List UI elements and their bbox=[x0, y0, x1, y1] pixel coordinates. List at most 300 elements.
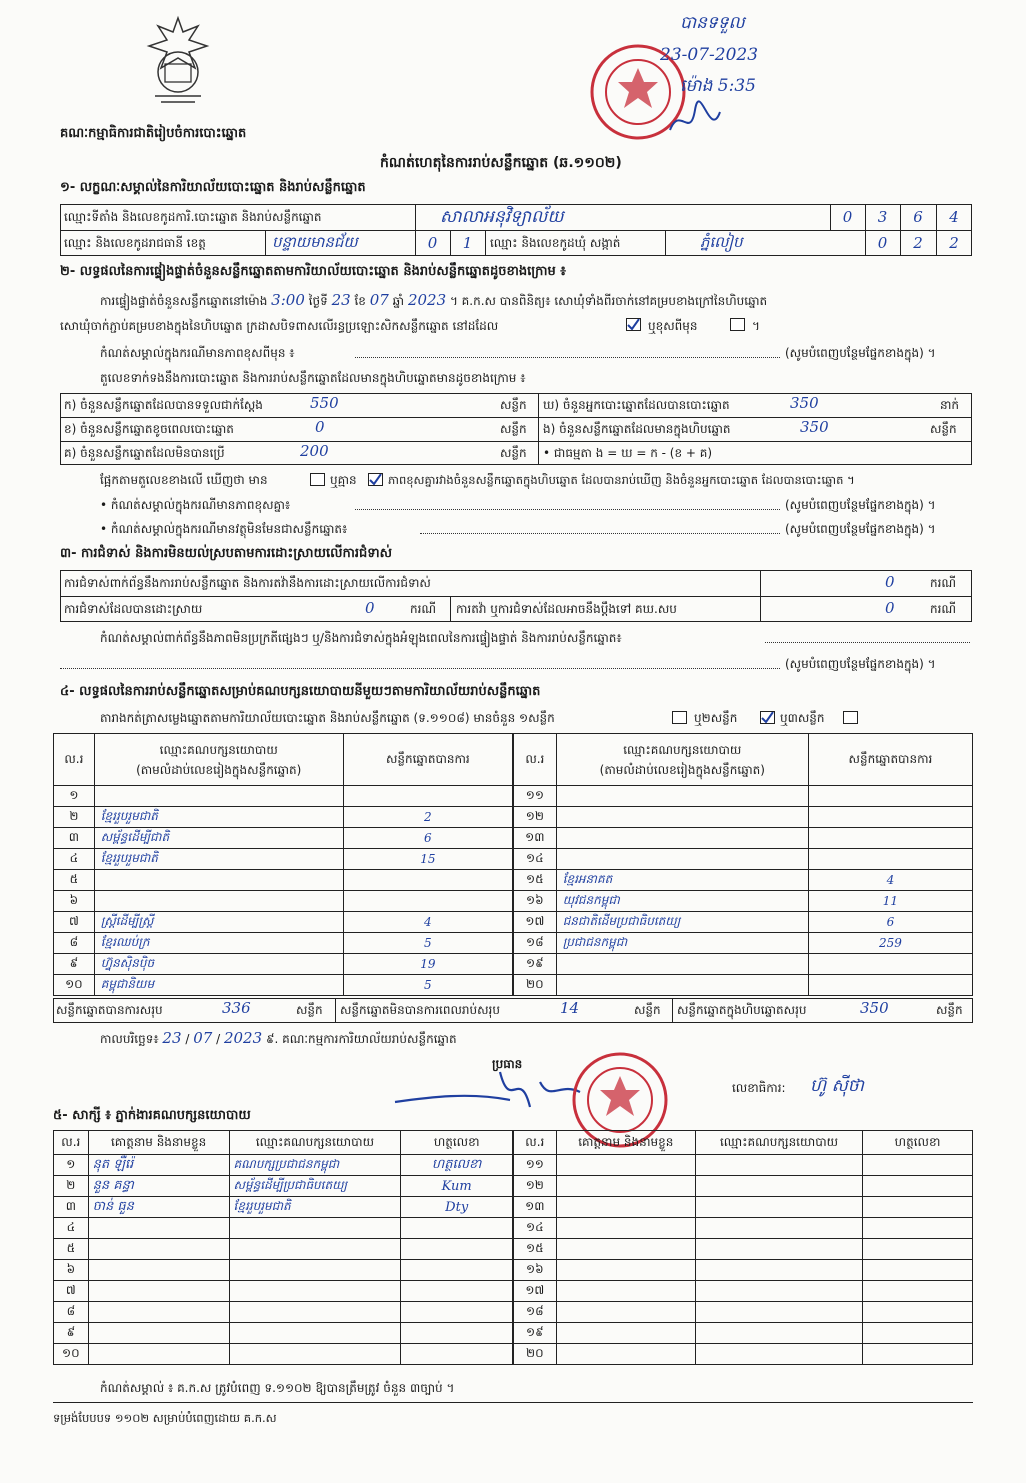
row-e-unit: សន្លឹក bbox=[930, 422, 957, 436]
section4-heading: ៤- លទ្ធផលនៃការរាប់សន្លឹកឆ្នោតសម្រាប់គណបក្សនយោបាយនីមួយៗតាមការិយាល័យរាប់សន្លឹកឆ្នោត bbox=[60, 684, 541, 699]
province-name: បន្ទាយមានជ័យ bbox=[272, 233, 358, 251]
witness-row bbox=[514, 1197, 973, 1218]
witness-name bbox=[88, 1302, 229, 1323]
witness-header-sign: ហត្ថលេខា bbox=[401, 1131, 513, 1155]
different-label: ឬខុសពីមុន bbox=[648, 319, 698, 333]
results-header-party-sub: (តាមលំដាប់លេខរៀងក្នុងសន្លឹកឆ្នោត) bbox=[136, 762, 302, 777]
objection-unit: ករណី bbox=[930, 576, 957, 590]
diff-note-label: កំណត់សម្គាល់ក្នុងករណីមានភាពខុសពីមុន ៖ bbox=[100, 346, 295, 360]
results-header-votes-r: សន្លឹកឆ្នោតបានការ bbox=[808, 734, 972, 786]
witness-party bbox=[229, 1218, 401, 1239]
section1-heading: ១- លក្ខណៈសម្គាល់នៃការិយាល័យបោះឆ្នោត និងរាប់សន្លឹកឆ្នោត bbox=[60, 180, 366, 195]
date-year: 2023 bbox=[223, 1029, 263, 1047]
row-c-label: គ) ចំនួនសន្លឹកឆ្នោតដែលមិនបានប្រើ bbox=[64, 446, 225, 460]
province-code-1: 0 bbox=[427, 234, 438, 252]
section2-heading: ២- លទ្ធផលនៃការផ្ទៀងផ្ទាត់ចំនួនសន្លឹកឆ្នោតតាមការិយាល័យបោះឆ្នោត និងរាប់សន្លឹកឆ្នោតដូចខាងក្រោម ៖ bbox=[60, 264, 566, 279]
result-party: ខ្មែររួបរួមជាតិ bbox=[94, 849, 343, 870]
row-b-unit: សន្លឹក bbox=[500, 422, 527, 436]
result-row bbox=[54, 849, 513, 870]
witness-row bbox=[54, 1260, 513, 1281]
commune-code-3: 2 bbox=[949, 234, 959, 252]
result-votes: 11 bbox=[808, 891, 972, 912]
one-sheet-checkbox[interactable] bbox=[672, 711, 687, 724]
witness-row bbox=[54, 1197, 513, 1218]
commune-code-2: 2 bbox=[913, 234, 923, 252]
row-e-value: 350 bbox=[800, 418, 829, 436]
result-row bbox=[54, 912, 513, 933]
witness-no: ១ bbox=[54, 1155, 89, 1176]
witness-signature: Dty bbox=[401, 1197, 513, 1218]
witness-no: ២ bbox=[54, 1176, 89, 1197]
result-no: ២ bbox=[54, 807, 95, 828]
witness-no: ៦ bbox=[54, 1260, 89, 1281]
result-no: ៩ bbox=[54, 954, 95, 975]
result-votes: 19 bbox=[343, 954, 512, 975]
witness-party bbox=[696, 1344, 863, 1365]
total-invalid-label: សន្លឹកឆ្នោតមិនបានការពេលរាប់សរុប bbox=[340, 1003, 500, 1017]
witness-signature bbox=[401, 1239, 513, 1260]
two-sheet-checkbox[interactable] bbox=[760, 711, 775, 724]
results-header-party-text: ឈ្មោះគណបក្សនយោបាយ bbox=[159, 742, 278, 757]
total-box-label: សន្លឹកឆ្នោតក្នុងហិបឆ្នោតសរុប bbox=[677, 1003, 807, 1017]
witness-row bbox=[54, 1323, 513, 1344]
result-no: ១៣ bbox=[514, 828, 557, 849]
result-row bbox=[54, 891, 513, 912]
row-a-value: 550 bbox=[310, 394, 339, 412]
results-header-party bbox=[94, 734, 343, 786]
resolved-value: 0 bbox=[365, 599, 375, 617]
witness-party bbox=[229, 1344, 401, 1365]
footnote: កំណត់សម្គាល់ ៖ គ.ក.ស ត្រូវបំពេញ ទ.១១០២ ឱ្យបានត្រឹមត្រូវ ចំនួន ៣ច្បាប់ ។ bbox=[100, 1381, 455, 1395]
results-header-party-text-r: ឈ្មោះគណបក្សនយោបាយ bbox=[623, 742, 742, 757]
witness-party bbox=[696, 1323, 863, 1344]
witness-no: ១៦ bbox=[514, 1260, 557, 1281]
witness-no: ២០ bbox=[514, 1344, 557, 1365]
tally-intro-a: តារាងកត់ត្រាសម្លេងឆ្នោតតាមការិយាល័យបោះឆ្នោត និងរាប់សន្លឹកឆ្នោត (ទ.១១០៨) មានចំនួន ១សន្លឹក bbox=[100, 711, 555, 725]
different-checkbox[interactable] bbox=[730, 318, 745, 331]
commune-label: ឈ្មោះ និងលេខកូដឃុំ សង្កាត់ bbox=[490, 236, 621, 250]
result-row bbox=[514, 828, 973, 849]
date-line: កាលបរិច្ឆេទ៖ 23 / 07 / 2023 ៩. គណៈកម្មការការិយាល័យរាប់សន្លឹកឆ្នោត bbox=[100, 1029, 457, 1047]
total-valid-unit: សន្លឹក bbox=[296, 1003, 323, 1017]
compare-text-b: ឬគ្មាន bbox=[330, 473, 357, 487]
row-c-value: 200 bbox=[300, 442, 329, 460]
total-box: 350 bbox=[860, 999, 889, 1017]
verify-end: ។ bbox=[752, 319, 760, 333]
witness-table-right bbox=[513, 1130, 973, 1365]
result-party bbox=[556, 954, 808, 975]
result-no: ១៥ bbox=[514, 870, 557, 891]
nec-logo bbox=[143, 12, 213, 112]
witness-signature bbox=[863, 1176, 973, 1197]
result-votes: 259 bbox=[808, 933, 972, 954]
verify-line-2 bbox=[60, 318, 498, 334]
witness-signature bbox=[863, 1197, 973, 1218]
result-no: ១៩ bbox=[514, 954, 557, 975]
irregularity-dots-1 bbox=[765, 642, 970, 643]
witness-signature bbox=[401, 1281, 513, 1302]
fill-note-2: (សូមបំពេញបន្ថែមផ្នែកខាងក្នុង) ។ bbox=[785, 498, 936, 512]
date-after: ៩. គណៈកម្មការការិយាល័យរាប់សន្លឹកឆ្នោត bbox=[265, 1032, 457, 1046]
witness-no: ១៥ bbox=[514, 1239, 557, 1260]
result-row bbox=[514, 807, 973, 828]
totals-row bbox=[53, 998, 973, 1023]
school-name: សាលាអនុវិទ្យាល័យ bbox=[440, 207, 564, 227]
verify-text-f: សោឃុំចាក់ភ្ជាប់គម្របខាងក្នុងនៃហិបឆ្នោត ក្រដាសបិទពាសលើរន្ធប្រឡោះសិកសន្លឹកឆ្នោត នៅដដែល bbox=[60, 319, 499, 333]
row-d-unit: នាក់ bbox=[940, 398, 960, 412]
resolved-label: ការជំទាស់ដែលបានដោះស្រាយ bbox=[64, 602, 203, 616]
form-note: ទម្រង់បែបបទ ១១០២ សម្រាប់បំពេញដោយ គ.ក.ស bbox=[53, 1411, 277, 1425]
witness-party bbox=[696, 1260, 863, 1281]
result-party bbox=[556, 828, 808, 849]
results-table-right bbox=[513, 733, 973, 996]
result-party bbox=[556, 975, 808, 996]
tally-intro-b: ឬ២សន្លឹក bbox=[694, 711, 738, 725]
no-diff-checkbox[interactable] bbox=[368, 473, 383, 486]
result-no: ២០ bbox=[514, 975, 557, 996]
objection-label: ការជំទាស់ពាក់ព័ន្ធនឹងការរាប់សន្លឹកឆ្នោត និងការតវ៉ានឹងការដោះស្រាយលើការជំទាស់ bbox=[64, 576, 431, 590]
witness-row bbox=[54, 1176, 513, 1197]
chair-signature bbox=[390, 1062, 590, 1126]
diff-note-dots bbox=[355, 357, 780, 358]
witness-signature: ហត្ថលេខា bbox=[401, 1155, 513, 1176]
witness-row bbox=[54, 1218, 513, 1239]
result-party: ខ្មែររួបរួមជាតិ bbox=[94, 807, 343, 828]
row-b-value: 0 bbox=[315, 418, 325, 436]
witness-row bbox=[514, 1302, 973, 1323]
witness-name bbox=[556, 1197, 695, 1218]
witness-no: ៥ bbox=[54, 1239, 89, 1260]
witness-no: ១៨ bbox=[514, 1302, 557, 1323]
row-b-label: ខ) ចំនួនសន្លឹកឆ្នោតខូចពេលបោះឆ្នោត bbox=[64, 422, 234, 436]
result-no: ៣ bbox=[54, 828, 95, 849]
witness-signature bbox=[863, 1302, 973, 1323]
witness-name bbox=[556, 1281, 695, 1302]
witness-row bbox=[54, 1155, 513, 1176]
result-votes bbox=[808, 954, 972, 975]
result-votes bbox=[343, 870, 512, 891]
result-no: ៧ bbox=[54, 912, 95, 933]
witness-row bbox=[514, 1323, 973, 1344]
result-votes bbox=[808, 786, 972, 807]
witness-party bbox=[696, 1155, 863, 1176]
witness-row bbox=[514, 1260, 973, 1281]
formula: • ជាធម្មតា ង = ឃ = ក - (ខ + គ) bbox=[543, 446, 713, 460]
witness-name bbox=[556, 1323, 695, 1344]
results-header-no: ល.រ bbox=[54, 734, 95, 786]
verify-month: 07 bbox=[369, 291, 389, 309]
result-row bbox=[514, 954, 973, 975]
result-no: ១៧ bbox=[514, 912, 557, 933]
results-header-party-r bbox=[556, 734, 808, 786]
result-votes: 4 bbox=[808, 870, 972, 891]
row-e-label: ង) ចំនួនសន្លឹកឆ្នោតដែលមានក្នុងហិបឆ្នោត bbox=[543, 422, 731, 436]
appeal-label: ការតវ៉ា ឬការជំទាស់ដែលអាចនឹងប្តឹងទៅ គឃ.សប bbox=[456, 602, 677, 616]
irregularity-note: កំណត់សម្គាល់ពាក់ព័ន្ធនឹងភាពមិនប្រក្រតីផ្សេងៗ ឬ/និងការជំទាស់ក្នុងអំឡុងពេលនៃការផ្ទៀងផ្ទាត់ និងការរាប់សន្លឹកឆ្នោត៖ bbox=[100, 631, 622, 645]
results-table-left bbox=[53, 733, 513, 996]
has-diff-checkbox[interactable] bbox=[310, 473, 325, 486]
witness-party bbox=[696, 1239, 863, 1260]
witness-row bbox=[54, 1281, 513, 1302]
witness-signature bbox=[401, 1260, 513, 1281]
witness-signature bbox=[401, 1344, 513, 1365]
result-row bbox=[54, 933, 513, 954]
witness-no: ១៤ bbox=[514, 1218, 557, 1239]
result-votes: 4 bbox=[343, 912, 512, 933]
witness-signature bbox=[863, 1344, 973, 1365]
result-no: ១៦ bbox=[514, 891, 557, 912]
verify-text-e: ។ គ.ក.ស បានពិនិត្យ៖ សោឃុំទាំងពីរចាក់នៅគម្របខាងក្រៅនៃហិបឆ្នោត bbox=[449, 294, 768, 308]
witness-name: នុត ឡឺរ៉េ bbox=[88, 1155, 229, 1176]
result-party: ប្រជាជនកម្ពុជា bbox=[556, 933, 808, 954]
school-code-4: 4 bbox=[949, 208, 959, 226]
witness-no: ៨ bbox=[54, 1302, 89, 1323]
three-sheet-checkbox[interactable] bbox=[843, 711, 858, 724]
witness-name bbox=[88, 1323, 229, 1344]
witness-row bbox=[514, 1155, 973, 1176]
verify-text-d: ឆ្នាំ bbox=[392, 294, 405, 308]
verify-time: 3:00 bbox=[271, 291, 305, 309]
witness-name: នួន គន្ធា bbox=[88, 1176, 229, 1197]
row-d-value: 350 bbox=[790, 394, 819, 412]
result-votes bbox=[343, 891, 512, 912]
total-box-unit: សន្លឹក bbox=[936, 1003, 963, 1017]
witness-row bbox=[514, 1176, 973, 1197]
result-party: យុវជនកម្ពុជា bbox=[556, 891, 808, 912]
witness-header-sign-r: ហត្ថលេខា bbox=[863, 1131, 973, 1155]
result-votes bbox=[343, 786, 512, 807]
result-no: ១០ bbox=[54, 975, 95, 996]
witness-header-party: ឈ្មោះគណបក្សនយោបាយ bbox=[229, 1131, 401, 1155]
witness-signature bbox=[863, 1323, 973, 1344]
secretary-label: លេខាធិការ: bbox=[732, 1081, 786, 1095]
witness-name bbox=[556, 1302, 695, 1323]
same-checkbox[interactable] bbox=[626, 318, 641, 331]
witness-party bbox=[229, 1260, 401, 1281]
total-invalid-unit: សន្លឹក bbox=[634, 1003, 661, 1017]
witness-no: ៤ bbox=[54, 1218, 89, 1239]
bullet-diff-dots bbox=[355, 509, 780, 510]
witness-header-no: ល.រ bbox=[54, 1131, 89, 1155]
row-d-label: ឃ) ចំនួនអ្នកបោះឆ្នោតដែលបានបោះឆ្នោត bbox=[543, 398, 730, 412]
school-code-2: 3 bbox=[877, 208, 888, 226]
witness-signature bbox=[863, 1260, 973, 1281]
committee-name: គណៈកម្មាធិការជាតិរៀបចំការបោះឆ្នោត bbox=[60, 126, 247, 141]
page-title: កំណត់ហេតុនៃការរាប់សន្លឹកឆ្នោត (ឆ.១១០២) bbox=[380, 155, 622, 171]
received-label: បានទទួល bbox=[680, 13, 745, 33]
result-no: ១២ bbox=[514, 807, 557, 828]
fill-note-4: (សូមបំពេញបន្ថែមផ្នែកខាងក្នុង) ។ bbox=[785, 657, 936, 671]
result-party: ជនជាតិដើមប្រជាធិបតេយ្យ bbox=[556, 912, 808, 933]
witness-party bbox=[696, 1218, 863, 1239]
witness-signature bbox=[863, 1155, 973, 1176]
witness-name bbox=[88, 1239, 229, 1260]
witness-no: ៣ bbox=[54, 1197, 89, 1218]
compare-text-c: ភាពខុសគ្នារវាងចំនួនសន្លឹកឆ្នោតក្នុងហិបឆ្នោត ដែលបានរាប់ឃើញ និងចំនួនអ្នកបោះឆ្នោត ដែលបានបោះឆ្នោត ។ bbox=[388, 473, 855, 487]
witness-name bbox=[556, 1155, 695, 1176]
section3-heading: ៣- ការជំទាស់ និងការមិនយល់ស្របតាមការដោះស្រាយលើការជំទាស់ bbox=[60, 546, 392, 561]
result-no: ១ bbox=[54, 786, 95, 807]
date-day: 23 bbox=[162, 1029, 182, 1047]
result-votes: 6 bbox=[343, 828, 512, 849]
witness-party bbox=[229, 1281, 401, 1302]
witness-no: ១១ bbox=[514, 1155, 557, 1176]
result-row bbox=[514, 891, 973, 912]
commune-name: ភ្នំលៀប bbox=[700, 233, 743, 251]
result-row bbox=[514, 933, 973, 954]
result-row bbox=[514, 975, 973, 996]
witness-row bbox=[514, 1344, 973, 1365]
witness-party: គណបក្សប្រជាជនកម្ពុជា bbox=[229, 1155, 401, 1176]
result-no: ១៨ bbox=[514, 933, 557, 954]
verify-text-c: ខែ bbox=[354, 294, 366, 308]
result-row bbox=[54, 786, 513, 807]
school-code-1: 0 bbox=[842, 208, 853, 226]
results-header-party-sub-r: (តាមលំដាប់លេខរៀងក្នុងសន្លឹកឆ្នោត) bbox=[599, 762, 765, 777]
school-code-3: 6 bbox=[913, 208, 923, 226]
fill-note-3: (សូមបំពេញបន្ថែមផ្នែកខាងក្នុង) ។ bbox=[785, 522, 936, 536]
witness-table-left bbox=[53, 1130, 513, 1365]
result-votes: 6 bbox=[808, 912, 972, 933]
witness-signature bbox=[401, 1218, 513, 1239]
result-no: ៦ bbox=[54, 891, 95, 912]
result-party bbox=[556, 849, 808, 870]
witness-no: ១៣ bbox=[514, 1197, 557, 1218]
verify-day: 23 bbox=[331, 291, 351, 309]
result-party bbox=[94, 786, 343, 807]
witness-party bbox=[696, 1302, 863, 1323]
verify-text-b: ថ្ងៃទី bbox=[308, 294, 328, 308]
witness-signature bbox=[401, 1302, 513, 1323]
secretary-name: ហ៊ូ ស៊ីថា bbox=[810, 1076, 864, 1096]
province-label: ឈ្មោះ និងលេខកូដរាជធានី ខេត្ត bbox=[64, 236, 206, 250]
result-row bbox=[514, 849, 973, 870]
witness-name bbox=[556, 1260, 695, 1281]
result-party bbox=[556, 807, 808, 828]
result-party: ខ្មែរអនាគត bbox=[556, 870, 808, 891]
result-votes bbox=[808, 807, 972, 828]
witness-name: ចាន់ ធួន bbox=[88, 1197, 229, 1218]
witness-signature bbox=[863, 1281, 973, 1302]
resolved-unit: ករណី bbox=[410, 602, 437, 616]
witness-signature: Kum bbox=[401, 1176, 513, 1197]
witness-party bbox=[696, 1176, 863, 1197]
result-row bbox=[514, 912, 973, 933]
result-no: ៤ bbox=[54, 849, 95, 870]
result-party: គម្ពុជានិយម bbox=[94, 975, 343, 996]
witness-header-name: គោត្តនាម និងនាមខ្លួន bbox=[88, 1131, 229, 1155]
witness-party: ខ្មែររួបរួមជាតិ bbox=[229, 1197, 401, 1218]
witness-party bbox=[229, 1239, 401, 1260]
result-votes: 15 bbox=[343, 849, 512, 870]
compare-text-a: ផ្អែកតាមតួលេខខាងលើ ឃើញថា មាន bbox=[100, 473, 268, 487]
witness-signature bbox=[401, 1323, 513, 1344]
school-label: ឈ្មោះទីតាំង និងលេខកូដការិ.បោះឆ្នោត និងរាប់សន្លឹកឆ្នោត bbox=[64, 210, 322, 224]
witness-party bbox=[229, 1302, 401, 1323]
result-votes bbox=[808, 849, 972, 870]
irregularity-dots-2 bbox=[60, 668, 780, 669]
fill-note-1: (សូមបំពេញបន្ថែមផ្នែកខាងក្នុង) ។ bbox=[785, 346, 936, 360]
appeal-unit: ករណី bbox=[930, 602, 957, 616]
result-row bbox=[54, 870, 513, 891]
witness-name bbox=[88, 1218, 229, 1239]
section5-heading: ៥- សាក្សី ៖ ភ្នាក់ងារគណបក្សនយោបាយ bbox=[53, 1108, 251, 1123]
result-votes: 5 bbox=[343, 975, 512, 996]
witness-no: ១៩ bbox=[514, 1323, 557, 1344]
witness-header-no-r: ល.រ bbox=[514, 1131, 557, 1155]
witness-no: ៩ bbox=[54, 1323, 89, 1344]
result-party: សម្ព័ន្ធដើម្បីជាតិ bbox=[94, 828, 343, 849]
witness-name bbox=[556, 1176, 695, 1197]
row-a-label: ក) ចំនួនសន្លឹកឆ្នោតដែលបានទទួលជាក់ស្តែង bbox=[64, 398, 263, 412]
result-row bbox=[54, 975, 513, 996]
result-row bbox=[54, 807, 513, 828]
numbers-intro: តួលេខទាក់ទងនឹងការបោះឆ្នោត និងការរាប់សន្លឹកឆ្នោតដែលមានក្នុងហិបឆ្នោតមានដូចខាងក្រោម ៖ bbox=[100, 371, 526, 385]
row-c-unit: សន្លឹក bbox=[500, 446, 527, 460]
result-votes: 2 bbox=[343, 807, 512, 828]
result-no: ១១ bbox=[514, 786, 557, 807]
witness-party bbox=[696, 1197, 863, 1218]
result-party: ហ្វ៊ុនស៊ិនប៉ិច bbox=[94, 954, 343, 975]
bullet-foreign-note: • កំណត់សម្គាល់ក្នុងករណីមានវត្ថុមិនមែនជាសន្លឹកឆ្នោត៖ bbox=[100, 522, 348, 536]
province-code-2: 1 bbox=[462, 234, 473, 252]
tally-intro-c: ឬ៣សន្លឹក bbox=[780, 711, 825, 725]
result-no: ១៤ bbox=[514, 849, 557, 870]
commune-code-1: 0 bbox=[877, 234, 888, 252]
objection-value: 0 bbox=[885, 573, 895, 591]
receiver-signature bbox=[665, 100, 725, 149]
result-no: ៥ bbox=[54, 870, 95, 891]
result-row bbox=[54, 828, 513, 849]
result-votes bbox=[808, 828, 972, 849]
total-valid: 336 bbox=[222, 999, 251, 1017]
witness-row bbox=[54, 1344, 513, 1365]
result-row bbox=[514, 786, 973, 807]
result-votes: 5 bbox=[343, 933, 512, 954]
witness-signature bbox=[863, 1239, 973, 1260]
result-votes bbox=[808, 975, 972, 996]
witness-no: ១២ bbox=[514, 1176, 557, 1197]
witness-name bbox=[88, 1260, 229, 1281]
witness-name bbox=[556, 1344, 695, 1365]
witness-name bbox=[88, 1281, 229, 1302]
witness-no: ១០ bbox=[54, 1344, 89, 1365]
witness-party: សម្ព័ន្ធដើម្បីប្រជាធិបតេយ្យ bbox=[229, 1176, 401, 1197]
witness-row bbox=[514, 1239, 973, 1260]
result-party bbox=[94, 891, 343, 912]
received-time: ម៉ោង 5:35 bbox=[680, 76, 756, 96]
witness-party bbox=[696, 1281, 863, 1302]
witness-row bbox=[514, 1281, 973, 1302]
results-header-votes: សន្លឹកឆ្នោតបានការ bbox=[343, 734, 512, 786]
results-header-no-r: ល.រ bbox=[514, 734, 557, 786]
total-valid-label: សន្លឹកឆ្នោតបានការសរុប bbox=[56, 1003, 163, 1017]
witness-name bbox=[88, 1344, 229, 1365]
witness-name bbox=[556, 1218, 695, 1239]
appeal-value: 0 bbox=[885, 599, 895, 617]
witness-row bbox=[54, 1239, 513, 1260]
witness-no: ៧ bbox=[54, 1281, 89, 1302]
date-label: កាលបរិច្ឆេទ៖ bbox=[100, 1032, 159, 1046]
result-party: ស្ត្រីដើម្បីស្ត្រី bbox=[94, 912, 343, 933]
total-invalid: 14 bbox=[560, 999, 580, 1017]
row-a-unit: សន្លឹក bbox=[500, 398, 527, 412]
witness-no: ១៧ bbox=[514, 1281, 557, 1302]
result-party bbox=[556, 786, 808, 807]
result-row bbox=[54, 954, 513, 975]
witness-name bbox=[556, 1239, 695, 1260]
result-no: ៨ bbox=[54, 933, 95, 954]
